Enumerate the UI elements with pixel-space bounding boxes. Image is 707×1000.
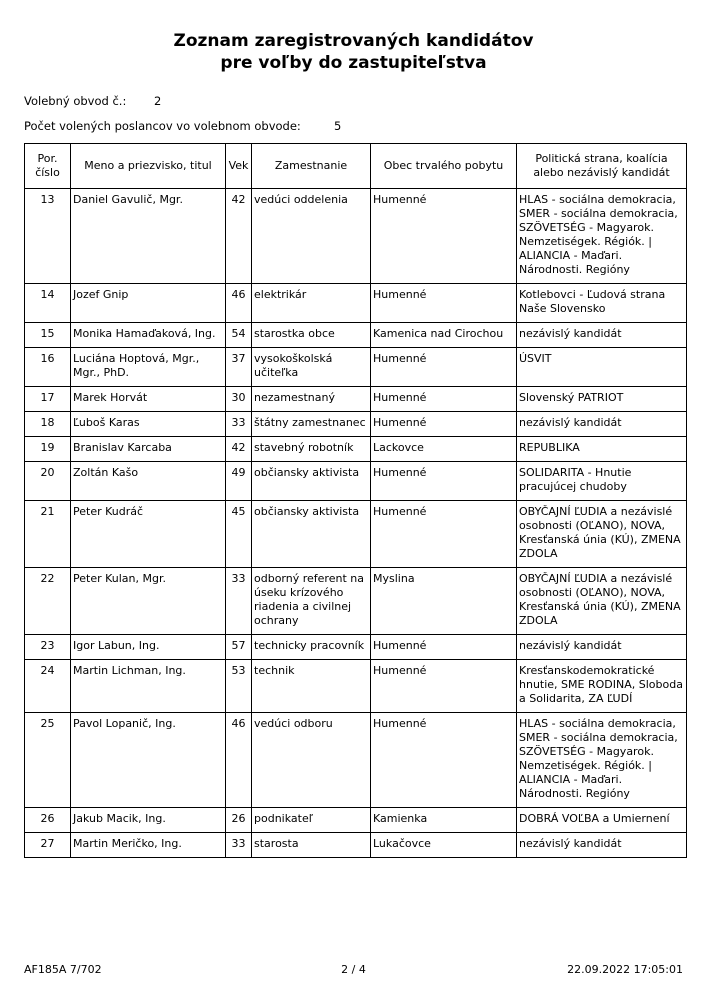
cell-name: Martin Meričko, Ing. — [71, 833, 226, 858]
seats-value: 5 — [334, 119, 342, 133]
cell-town: Humenné — [371, 501, 517, 568]
cell-party: DOBRÁ VOĽBA a Umiernení — [517, 808, 687, 833]
district-info — [24, 94, 162, 108]
cell-age: 46 — [226, 284, 252, 323]
cell-job: vedúci odboru — [252, 713, 371, 808]
table-row — [25, 713, 687, 808]
cell-name: Branislav Karcaba — [71, 437, 226, 462]
cell-town: Humenné — [371, 189, 517, 284]
cell-job: štátny zamestnanec — [252, 412, 371, 437]
cell-party: nezávislý kandidát — [517, 635, 687, 660]
header-name: Meno a priezvisko, titul — [71, 144, 226, 189]
table-row — [25, 462, 687, 501]
cell-num: 16 — [25, 348, 71, 387]
cell-town: Humenné — [371, 713, 517, 808]
cell-job: nezamestnaný — [252, 387, 371, 412]
cell-job: stavebný robotník — [252, 437, 371, 462]
header-party: Politická strana, koalícia alebo nezávislý kandidát — [517, 144, 687, 189]
table-row — [25, 635, 687, 660]
cell-town: Kamenica nad Cirochou — [371, 323, 517, 348]
cell-party: Kresťanskodemokratické hnutie, SME RODINA, Sloboda a Solidarita, ZA ĽUDÍ — [517, 660, 687, 713]
header-num: Por. číslo — [25, 144, 71, 189]
cell-num: 26 — [25, 808, 71, 833]
cell-job: vedúci oddelenia — [252, 189, 371, 284]
table-row — [25, 501, 687, 568]
cell-age: 46 — [226, 713, 252, 808]
table-row — [25, 568, 687, 635]
cell-name: Jozef Gnip — [71, 284, 226, 323]
table-header-row — [25, 144, 687, 189]
cell-job: občiansky aktivista — [252, 462, 371, 501]
footer-code: AF185A 7/702 — [24, 963, 102, 976]
table-row — [25, 808, 687, 833]
cell-age: 54 — [226, 323, 252, 348]
cell-age: 33 — [226, 568, 252, 635]
cell-name: Peter Kulan, Mgr. — [71, 568, 226, 635]
cell-age: 33 — [226, 412, 252, 437]
district-value: 2 — [154, 94, 162, 108]
cell-num: 13 — [25, 189, 71, 284]
cell-age: 42 — [226, 437, 252, 462]
cell-name: Igor Labun, Ing. — [71, 635, 226, 660]
cell-town: Humenné — [371, 348, 517, 387]
cell-job: starosta — [252, 833, 371, 858]
cell-num: 22 — [25, 568, 71, 635]
document-title — [0, 30, 707, 74]
cell-num: 19 — [25, 437, 71, 462]
cell-job: technik — [252, 660, 371, 713]
cell-town: Humenné — [371, 412, 517, 437]
title-line-1: Zoznam zaregistrovaných kandidátov — [173, 31, 534, 51]
cell-job: občiansky aktivista — [252, 501, 371, 568]
cell-num: 17 — [25, 387, 71, 412]
cell-name: Monika Hamaďaková, Ing. — [71, 323, 226, 348]
cell-town: Humenné — [371, 635, 517, 660]
cell-name: Ľuboš Karas — [71, 412, 226, 437]
cell-age: 37 — [226, 348, 252, 387]
cell-num: 23 — [25, 635, 71, 660]
cell-age: 26 — [226, 808, 252, 833]
footer-datetime: 22.09.2022 17:05:01 — [567, 963, 683, 976]
cell-party: Slovenský PATRIOT — [517, 387, 687, 412]
cell-name: Pavol Lopanič, Ing. — [71, 713, 226, 808]
cell-name: Zoltán Kašo — [71, 462, 226, 501]
cell-age: 42 — [226, 189, 252, 284]
table-row — [25, 387, 687, 412]
table-row — [25, 833, 687, 858]
header-age: Vek — [226, 144, 252, 189]
cell-town: Humenné — [371, 462, 517, 501]
cell-age: 30 — [226, 387, 252, 412]
cell-party: Kotlebovci - Ľudová strana Naše Slovensko — [517, 284, 687, 323]
cell-party: SOLIDARITA - Hnutie pracujúcej chudoby — [517, 462, 687, 501]
cell-town: Myslina — [371, 568, 517, 635]
cell-num: 18 — [25, 412, 71, 437]
table-row — [25, 189, 687, 284]
cell-job: starostka obce — [252, 323, 371, 348]
cell-party: nezávislý kandidát — [517, 833, 687, 858]
title-line-2: pre voľby do zastupiteľstva — [220, 53, 487, 73]
cell-num: 21 — [25, 501, 71, 568]
cell-age: 45 — [226, 501, 252, 568]
cell-name: Jakub Macik, Ing. — [71, 808, 226, 833]
cell-party: OBYČAJNÍ ĽUDIA a nezávislé osobnosti (OĽANO), NOVA, Kresťanská únia (KÚ), ZMENA ZDOLA — [517, 501, 687, 568]
table-row — [25, 284, 687, 323]
header-job: Zamestnanie — [252, 144, 371, 189]
candidates-table — [24, 143, 687, 858]
cell-job: technicky pracovník — [252, 635, 371, 660]
cell-party: REPUBLIKA — [517, 437, 687, 462]
cell-num: 14 — [25, 284, 71, 323]
cell-town: Lackovce — [371, 437, 517, 462]
cell-party: ÚSVIT — [517, 348, 687, 387]
cell-job: elektrikár — [252, 284, 371, 323]
cell-job: podnikateľ — [252, 808, 371, 833]
cell-num: 25 — [25, 713, 71, 808]
cell-town: Kamienka — [371, 808, 517, 833]
cell-party: nezávislý kandidát — [517, 412, 687, 437]
cell-name: Martin Lichman, Ing. — [71, 660, 226, 713]
cell-age: 33 — [226, 833, 252, 858]
cell-num: 20 — [25, 462, 71, 501]
cell-party: nezávislý kandidát — [517, 323, 687, 348]
cell-num: 24 — [25, 660, 71, 713]
seats-label: Počet volených poslancov vo volebnom obvode: — [24, 119, 301, 133]
footer-page-number: 2 / 4 — [341, 963, 366, 976]
table-row — [25, 412, 687, 437]
cell-num: 15 — [25, 323, 71, 348]
cell-age: 53 — [226, 660, 252, 713]
table-row — [25, 660, 687, 713]
header-town: Obec trvalého pobytu — [371, 144, 517, 189]
seats-info — [24, 119, 342, 133]
cell-town: Lukačovce — [371, 833, 517, 858]
table-row — [25, 323, 687, 348]
table-row — [25, 348, 687, 387]
cell-job: odborný referent na úseku krízového riadenia a civilnej ochrany — [252, 568, 371, 635]
cell-age: 57 — [226, 635, 252, 660]
cell-num: 27 — [25, 833, 71, 858]
district-label: Volebný obvod č.: — [24, 94, 127, 108]
cell-job: vysokoškolská učiteľka — [252, 348, 371, 387]
cell-town: Humenné — [371, 660, 517, 713]
cell-name: Daniel Gavulič, Mgr. — [71, 189, 226, 284]
cell-name: Luciána Hoptová, Mgr., Mgr., PhD. — [71, 348, 226, 387]
cell-town: Humenné — [371, 387, 517, 412]
cell-party: HLAS - sociálna demokracia, SMER - sociálna demokracia, SZÖVETSÉG - Magyarok. Nemzetiségek. Régiók. | ALIANCIA - Maďari. Národnosti. Regióny — [517, 189, 687, 284]
cell-party: OBYČAJNÍ ĽUDIA a nezávislé osobnosti (OĽANO), NOVA, Kresťanská únia (KÚ), ZMENA ZDOLA — [517, 568, 687, 635]
cell-name: Marek Horvát — [71, 387, 226, 412]
cell-town: Humenné — [371, 284, 517, 323]
cell-age: 49 — [226, 462, 252, 501]
table-row — [25, 437, 687, 462]
cell-party: HLAS - sociálna demokracia, SMER - sociálna demokracia, SZÖVETSÉG - Magyarok. Nemzetiségek. Régiók. | ALIANCIA - Maďari. Národnosti. Regióny — [517, 713, 687, 808]
cell-name: Peter Kudráč — [71, 501, 226, 568]
